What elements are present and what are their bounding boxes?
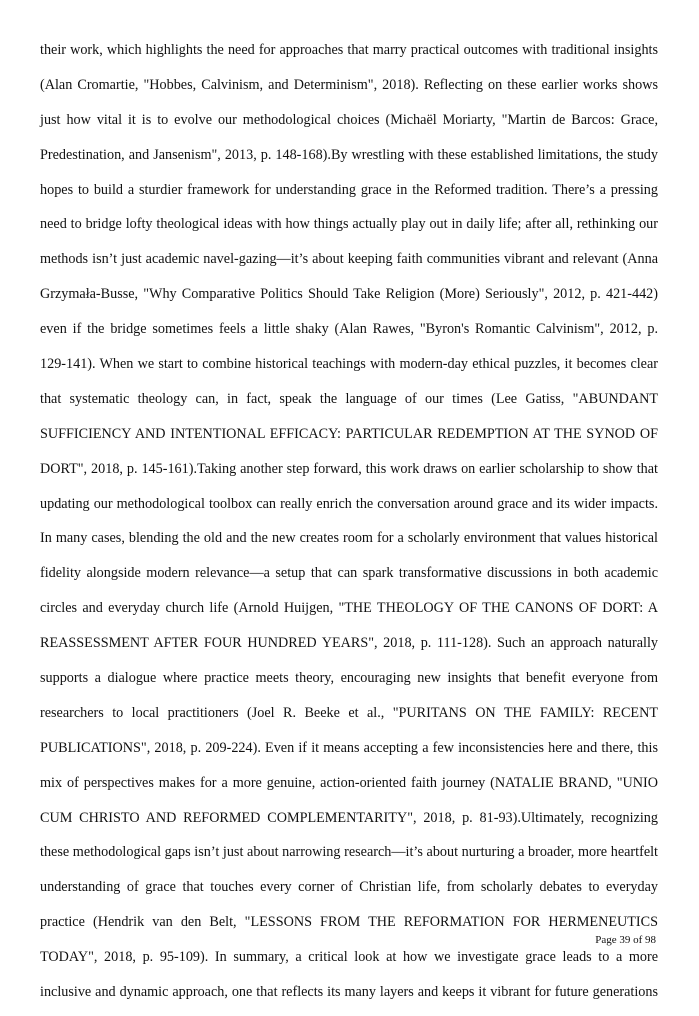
text-line: Predestination, and Jansenism", 2013, p. 148-168).By wrestling with these established limitations, the study [40,146,658,163]
text-line: practice (Hendrik van den Belt, "LESSONS FROM THE REFORMATION FOR HERMENEUTICS [40,914,658,931]
text-line: PUBLICATIONS", 2018, p. 209-224). Even if it means accepting a few inconsistencies here and there, this [40,739,658,756]
text-line: need to bridge lofty theological ideas with how things actually play out in daily life; after all, rethinking our [40,216,658,233]
text-line: understanding of grace that touches every corner of Christian life, from scholarly debates to everyday [40,879,658,896]
text-line: 129-141). When we start to combine historical teachings with modern-day ethical puzzles, it becomes clear [40,356,658,373]
text-line: their work, which highlights the need for approaches that marry practical outcomes with traditional insights [40,42,658,58]
text-line: SUFFICIENCY AND INTENTIONAL EFFICACY: PARTICULAR REDEMPTION AT THE SYNOD OF [40,425,658,442]
text-line: CUM CHRISTO AND REFORMED COMPLEMENTARITY", 2018, p. 81-93).Ultimately, recognizing [40,809,658,826]
text-line: just how vital it is to evolve our methodological choices (Michaël Moriarty, "Martin de Barcos: Grace, [40,111,658,128]
text-line: TODAY", 2018, p. 95-109). In summary, a critical look at how we investigate grace leads to a more [40,949,658,966]
body-paragraph [40,39,658,1016]
text-line: researchers to local practitioners (Joel R. Beeke et al., "PURITANS ON THE FAMILY: RECENT [40,704,658,721]
text-line: Grzymała-Busse, "Why Comparative Politics Should Take Religion (More) Seriously", 2012, p. 421-442) [40,286,658,303]
text-line: hopes to build a sturdier framework for understanding grace in the Reformed tradition. There’s a pressing [40,181,658,198]
text-line: methods isn’t just academic navel-gazing—it’s about keeping faith communities vibrant and relevant (Anna [40,251,658,268]
text-line: inclusive and dynamic approach, one that reflects its many layers and keeps it vibrant for future generations [40,984,658,1001]
text-line: updating our methodological toolbox can really enrich the conversation around grace and its wider impacts. [40,495,658,512]
text-line: DORT", 2018, p. 145-161).Taking another step forward, this work draws on earlier scholarship to show that [40,460,658,477]
text-line: In many cases, blending the old and the new creates room for a scholarly environment that values historical [40,530,658,547]
text-line: (Alan Cromartie, "Hobbes, Calvinism, and Determinism", 2018). Reflecting on these earlier works shows [40,76,658,93]
text-line: that systematic theology can, in fact, speak the language of our times (Lee Gatiss, "ABUNDANT [40,390,658,407]
text-line: mix of perspectives makes for a more genuine, action-oriented faith journey (NATALIE BRAND, "UNIO [40,774,658,791]
text-line: these methodological gaps isn’t just about narrowing research—it’s about nurturing a broader, more heartfelt [40,844,658,861]
text-line: fidelity alongside modern relevance—a setup that can spark transformative discussions in both academic [40,565,658,582]
text-line: supports a dialogue where practice meets theory, encouraging new insights that benefit everyone from [40,670,658,687]
text-line: circles and everyday church life (Arnold Huijgen, "THE THEOLOGY OF THE CANONS OF DORT: A [40,600,658,617]
page-number: Page 39 of 98 [595,934,656,946]
text-line: REASSESSMENT AFTER FOUR HUNDRED YEARS", 2018, p. 111-128). Such an approach naturally [40,635,658,652]
text-line: even if the bridge sometimes feels a little shaky (Alan Rawes, "Byron's Romantic Calvinism", 2012, p. [40,321,658,338]
